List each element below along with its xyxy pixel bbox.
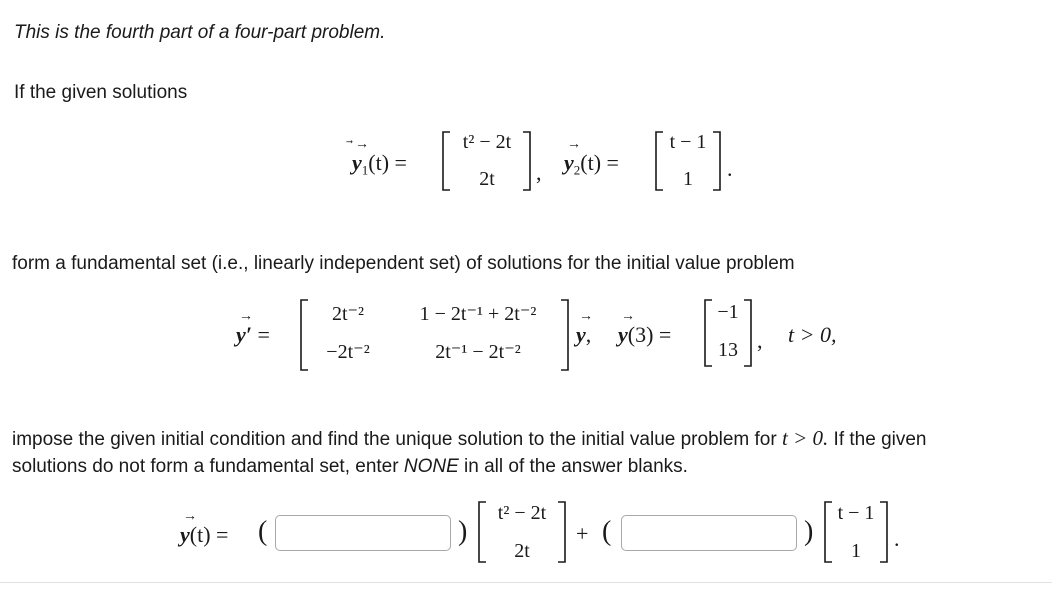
- open-paren-1: (: [258, 516, 268, 547]
- coefficient-c1-input[interactable]: [275, 515, 451, 551]
- lead-text: If the given solutions: [14, 82, 188, 103]
- v1-right-bracket: [556, 500, 568, 564]
- close-paren-1: ): [458, 516, 468, 547]
- initial-condition-lhs: → y(3) =: [618, 309, 672, 347]
- ic-top: −1: [717, 301, 739, 323]
- system-rhs: → y,: [576, 309, 593, 347]
- form-text: form a fundamental set (i.e., linearly independent set) of solutions for the initial value problem: [12, 253, 795, 274]
- close-paren-2: ): [804, 516, 814, 547]
- instruction-math: t > 0.: [782, 426, 829, 450]
- y1-right-bracket: [521, 130, 533, 192]
- v1-top: t² − 2t: [497, 502, 547, 524]
- y1-bottom: 2t: [479, 168, 495, 190]
- ic-bottom: 13: [718, 339, 738, 361]
- v2-right-bracket: [878, 500, 890, 564]
- solutions-separator: ,: [536, 160, 542, 185]
- matrix-right-bracket: [559, 298, 571, 372]
- none-keyword: NONE: [403, 456, 459, 477]
- intro-text: This is the fourth part of a four-part problem.: [14, 22, 386, 43]
- instruction-line-2: solutions do not form a fundamental set, enter NONE in all of the answer blanks.: [12, 456, 688, 477]
- y2-label: → $y_2(t)$ =: [564, 137, 619, 178]
- solutions-end: .: [727, 156, 733, 181]
- matrix-a22: 2t⁻¹ − 2t⁻²: [435, 341, 521, 363]
- system-lhs: → y′ =: [236, 309, 270, 347]
- y1-label: → $y_1(t)$ =: [352, 137, 407, 178]
- ic-right-bracket: [742, 298, 754, 368]
- v2-bottom: 1: [851, 540, 861, 562]
- answer-end: .: [894, 526, 900, 551]
- bottom-divider: [0, 582, 1052, 583]
- v2-top: t − 1: [837, 502, 875, 524]
- open-paren-2: (: [602, 516, 612, 547]
- y2-bottom: 1: [683, 168, 693, 190]
- y1-top: t² − 2t: [462, 131, 512, 153]
- domain-condition: t > 0,: [788, 322, 837, 347]
- coefficient-c2-input[interactable]: [621, 515, 797, 551]
- instruction-line-1: impose the given initial condition and find the unique solution to the initial value problem for t > 0. If the given: [12, 426, 927, 450]
- answer-lhs: → y(t) =: [180, 509, 229, 547]
- v1-bottom: 2t: [514, 540, 530, 562]
- matrix-a11: 2t⁻²: [331, 303, 365, 325]
- y2-right-bracket: [711, 130, 723, 192]
- plus-sign: +: [576, 521, 589, 546]
- y2-top: t − 1: [669, 131, 707, 153]
- ic-comma: ,: [757, 328, 763, 353]
- matrix-a21: −2t⁻²: [326, 341, 370, 363]
- matrix-a12: 1 − 2t⁻¹ + 2t⁻²: [419, 303, 537, 325]
